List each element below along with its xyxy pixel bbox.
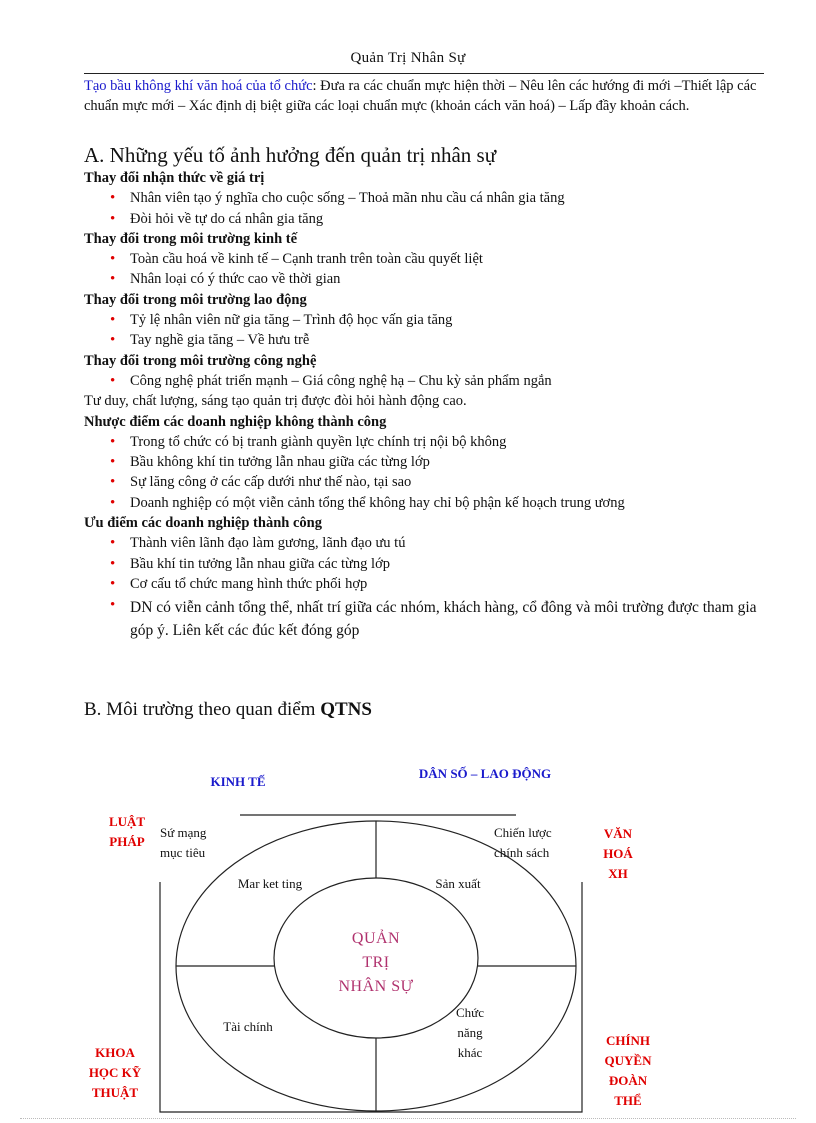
- bullet-icon: •: [110, 535, 116, 552]
- strong-points-title: Ưu điểm các doanh nghiệp thành công: [84, 515, 322, 532]
- list-item: • Nhân viên tạo ý nghĩa cho cuộc sống – Thoả mãn nhu cầu cá nhân gia tăng: [84, 188, 774, 208]
- bullet-list: [84, 371, 774, 391]
- list-item: • Doanh nghiệp có một viễn cảnh tổng thể không hay chỉ bộ phận kế hoạch trung ương: [84, 493, 774, 513]
- bullet-icon: •: [110, 372, 116, 389]
- list-item: • DN có viễn cảnh tổng thể, nhất trí giữa các nhóm, khách hàng, cổ đông và môi trường được tham gia góp ý. Liên kết các đúc kết đóng góp: [84, 594, 774, 642]
- bullet-icon: •: [110, 332, 116, 349]
- label-marketing: Mar ket ting: [237, 876, 303, 891]
- bullet-icon: •: [110, 597, 116, 614]
- bullet-icon: •: [110, 312, 116, 329]
- bullet-icon: •: [110, 190, 116, 207]
- group-title: Thay đổi trong môi trường công nghệ: [84, 352, 317, 369]
- section-b-heading: B. Môi trường theo quan điểm QTNS: [84, 699, 372, 720]
- bullet-icon: •: [110, 271, 116, 288]
- bullet-list: [84, 432, 774, 513]
- label-chinh-quyen-doan-the: CHÍNH QUYỀN ĐOÀN THỂ: [604, 1033, 652, 1108]
- group-title: Thay đổi trong môi trường lao động: [84, 291, 307, 308]
- label-chien-luoc-chinh-sach: Chiến lược chính sách: [494, 825, 552, 860]
- label-kinh-te: KINH TẾ: [210, 774, 266, 789]
- bullet-list: [84, 310, 774, 351]
- bullet-icon: •: [110, 454, 116, 471]
- bullet-icon: •: [110, 251, 116, 268]
- list-item: • Nhân loại có ý thức cao về thời gian: [84, 269, 774, 289]
- intro-paragraph: [84, 76, 766, 116]
- label-san-xuat: Sản xuất: [435, 876, 481, 891]
- bullet-icon: •: [110, 210, 116, 227]
- page-header-title: Quản Trị Nhân Sự: [350, 50, 466, 66]
- bullet-icon: •: [110, 555, 116, 572]
- intro-text: : Đưa ra các chuẩn mực hiện thời – Nêu lên các hướng đi mới –Thiết lập các chuẩn mực mới – Xác định dị biệt giữa các loại chuẩn mực (khoản cách văn hoá) – Lấp đầy khoản cách.: [84, 78, 757, 114]
- label-khoa-hoc-ky-thuat: KHOA HỌC KỸ THUẬT: [88, 1045, 142, 1100]
- page-bottom-rule: [20, 1118, 796, 1119]
- label-su-mang-muc-tieu: Sứ mạng mục tiêu: [160, 825, 207, 860]
- list-item: • Cơ cấu tổ chức mang hình thức phối hợp: [84, 574, 774, 594]
- list-item: • Bầu không khí tin tưởng lẫn nhau giữa các từng lớp: [84, 452, 774, 472]
- label-quan-tri-nhan-su: QUẢN TRỊ NHÂN SỰ: [338, 930, 414, 995]
- bullet-icon: •: [110, 494, 116, 511]
- group-title: Thay đổi trong môi trường kinh tế: [84, 230, 298, 247]
- bullet-list: [84, 533, 774, 642]
- list-item: • Bầu khí tin tưởng lẫn nhau giữa các từng lớp: [84, 554, 774, 574]
- bullet-icon: •: [110, 474, 116, 491]
- bullet-list: [84, 249, 774, 290]
- header-rule: [84, 73, 764, 74]
- intro-lead: Tạo bầu không khí văn hoá của tổ chức: [84, 78, 313, 94]
- note-line: Tư duy, chất lượng, sáng tạo quản trị được đòi hỏi hành động cao.: [84, 393, 467, 410]
- section-a-heading: A. Những yếu tố ảnh hưởng đến quản trị nhân sự: [84, 143, 497, 167]
- list-item: • Thành viên lãnh đạo làm gương, lãnh đạo ưu tú: [84, 533, 774, 553]
- list-item: • Đòi hỏi về tự do cá nhân gia tăng: [84, 209, 774, 229]
- weak-points-title: Nhược điểm các doanh nghiệp không thành công: [84, 413, 387, 430]
- list-item: • Tỷ lệ nhân viên nữ gia tăng – Trình độ học vấn gia tăng: [84, 310, 774, 330]
- list-item: • Tay nghề gia tăng – Về hưu trễ: [84, 330, 774, 350]
- bullet-icon: •: [110, 433, 116, 450]
- environment-diagram: [0, 740, 816, 1123]
- label-tai-chinh: Tài chính: [223, 1019, 273, 1034]
- label-dan-so-lao-dong: DÂN SỐ – LAO ĐỘNG: [418, 766, 552, 781]
- label-van-hoa-xh: VĂN HOÁ XH: [603, 826, 633, 881]
- section-a-body: [84, 168, 774, 642]
- list-item: • Trong tổ chức có bị tranh giành quyền lực chính trị nội bộ không: [84, 432, 774, 452]
- bullet-icon: •: [110, 575, 116, 592]
- label-chuc-nang-khac: Chức năng khác: [456, 1005, 484, 1060]
- bullet-list: [84, 188, 774, 229]
- list-item: • Toàn cầu hoá về kinh tế – Cạnh tranh trên toàn cầu quyết liệt: [84, 249, 774, 269]
- group-title: Thay đổi nhận thức về giá trị: [84, 170, 265, 186]
- list-item: • Công nghệ phát triển mạnh – Giá công nghệ hạ – Chu kỳ sản phẩm ngắn: [84, 371, 774, 391]
- list-item: • Sự lăng công ở các cấp dưới như thế nào, tại sao: [84, 472, 774, 492]
- label-luat-phap: LUẬT PHÁP: [108, 814, 146, 849]
